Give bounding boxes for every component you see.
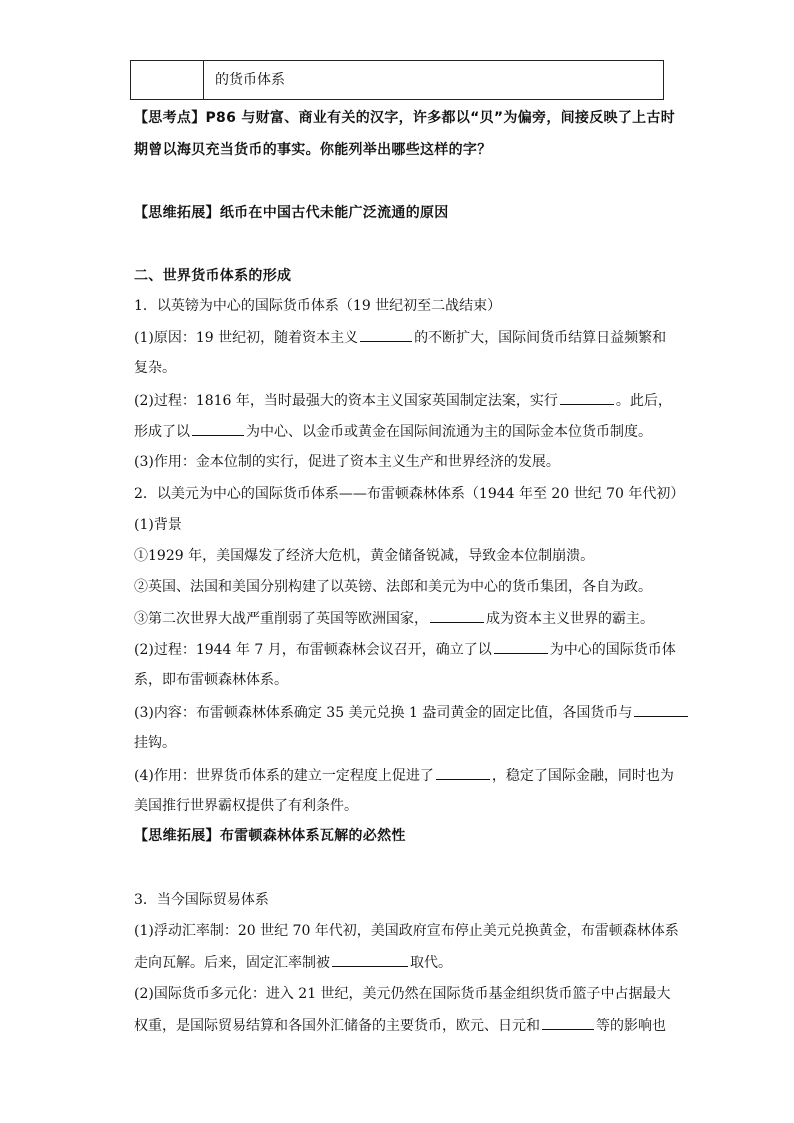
table-right-cell: 的货币体系 <box>215 72 285 88</box>
subsection-1-title: 1．以英镑为中心的国际货币体系（19 世纪初至二战结束） <box>134 298 502 314</box>
s3-multi-cont: 权重，是国际贸易结算和各国外汇储备的主要货币，欧元、日元和 等的影响也 <box>134 1015 666 1036</box>
s3-float-cont: 走向瓦解。后来，固定汇率制被 取代。 <box>134 952 452 973</box>
sikao-line-1: 【思考点】P86 与财富、商业有关的汉字，许多都以“贝”为偏旁，间接反映了上古时 <box>134 110 676 126</box>
s2-process-line: (2)过程：1944 年 7 月，布雷顿森林会议召开，确立了以 为中心的国际货币体 <box>134 639 676 660</box>
subsection-2-title: 2．以美元为中心的国际货币体系——布雷顿森林体系（1944 年至 20 世纪 70 年代初） <box>134 486 685 502</box>
s1-effect-line: (3)作用：金本位制的实行，促进了资本主义生产和世界经济的发展。 <box>134 454 560 470</box>
s1-reason-cont: 复杂。 <box>134 360 176 376</box>
s2-background-3: ③第二次世界大战严重削弱了英国等欧洲国家， 成为资本主义世界的霸主。 <box>134 608 654 629</box>
fill-blank[interactable] <box>560 390 614 405</box>
s2-effect-line: (4)作用：世界货币体系的建立一定程度上促进了 ，稳定了国际金融，同时也为 <box>134 765 674 786</box>
sikao-tag: 【思考点】 <box>134 110 206 126</box>
fill-blank[interactable] <box>360 327 412 342</box>
s2-background-1: ①1929 年，美国爆发了经济大危机，黄金储备锐减，导致金本位制崩溃。 <box>134 548 595 564</box>
s2-content-cont: 挂钩。 <box>134 735 176 751</box>
s2-content-line: (3)内容：布雷顿森林体系确定 35 美元兑换 1 盎司黄金的固定比值，各国货币与 <box>134 702 690 723</box>
s1-process-cont: 形成了以 为中心、以金币或黄金在国际间流通为主的国际金本位货币制度。 <box>134 421 652 442</box>
s1-reason-line: (1)原因：19 世纪初，随着资本主义 的不断扩大，国际间货币结算日益频繁和 <box>134 327 666 348</box>
s2-background-2: ②英国、法国和美国分别构建了以英镑、法郎和美元为中心的货币集团，各自为政。 <box>134 579 652 595</box>
fill-blank[interactable] <box>634 702 688 717</box>
extension-tag: 【思维拓展】 <box>134 828 220 844</box>
fill-blank[interactable] <box>542 1015 594 1030</box>
table-left-cell <box>131 61 204 99</box>
sikao-line-2: 期曾以海贝充当货币的事实。你能列举出哪些这样的字？ <box>134 142 492 158</box>
s2-process-cont: 系，即布雷顿森林体系。 <box>134 672 288 688</box>
s1-process-line: (2)过程：1816 年，当时最强大的资本主义国家英国制定法案，实行 。此后， <box>134 390 672 411</box>
fill-blank[interactable] <box>332 952 408 967</box>
table-fragment <box>130 60 664 100</box>
s3-multi-line: (2)国际货币多元化：进入 21 世纪，美元仍然在国际货币基金组织货币篮子中占据最大 <box>134 986 671 1002</box>
s2-effect-cont: 美国推行世界霸权提供了有利条件。 <box>134 798 358 814</box>
s3-float-line: (1)浮动汇率制：20 世纪 70 年代初，美国政府宣布停止美元兑换黄金，布雷顿森林体系 <box>134 923 679 939</box>
subsection-3-title: 3．当今国际贸易体系 <box>134 892 269 908</box>
fill-blank[interactable] <box>192 421 244 436</box>
fill-blank[interactable] <box>430 608 484 623</box>
thinking-extension-2: 【思维拓展】布雷顿森林体系瓦解的必然性 <box>134 828 406 844</box>
extension-tag: 【思维拓展】 <box>134 205 220 221</box>
thinking-extension-1: 【思维拓展】纸币在中国古代未能广泛流通的原因 <box>134 205 449 221</box>
s2-background-heading: (1)背景 <box>134 517 182 533</box>
fill-blank[interactable] <box>436 765 490 780</box>
fill-blank[interactable] <box>494 639 548 654</box>
section-title: 二、世界货币体系的形成 <box>134 268 292 284</box>
